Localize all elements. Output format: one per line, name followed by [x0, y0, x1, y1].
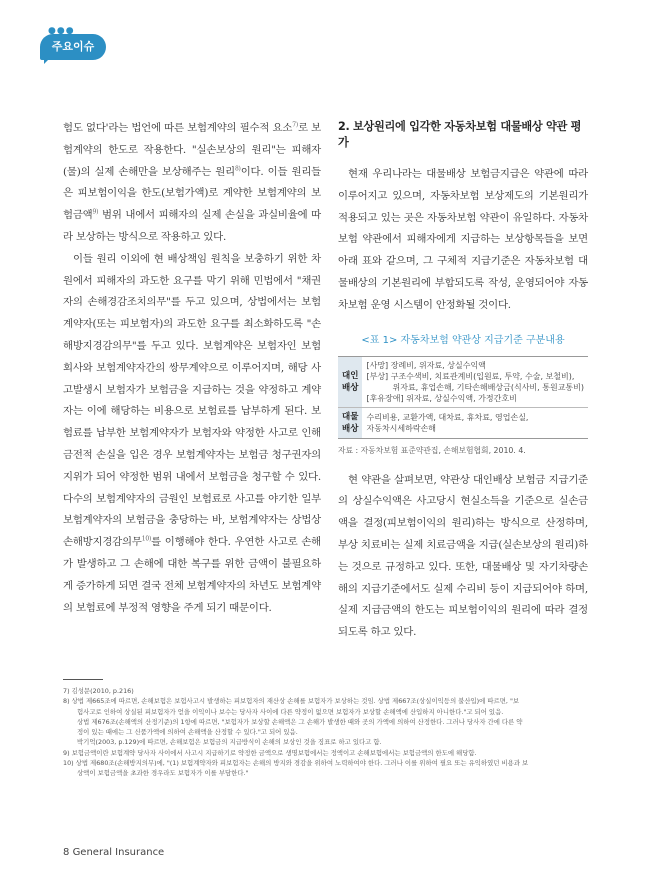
section-title: 2. 보상원리에 입각한 자동차보험 대물배상 약관 평가 [338, 120, 582, 149]
left-body [63, 118, 321, 619]
section-badge [40, 26, 106, 60]
footnote-ref-10: 10) [141, 535, 152, 543]
page-number: 8 [63, 847, 70, 858]
text-run: 범위 내에서 피해자의 실제 손실을 과실비율에 따라 보상하는 방식으로 작용하고 있다. [63, 209, 321, 243]
left-column [63, 118, 321, 619]
footnote-ref-8: 8) [234, 165, 241, 173]
table-items-property [362, 407, 588, 438]
table-category-bodily: 대인 배상 [338, 356, 362, 407]
table-title: <표 1> 자동차보험 약관상 지급기준 구분내용 [361, 334, 565, 346]
table-category-property: 대물 배상 [338, 407, 362, 438]
left-paragraph-1 [63, 118, 321, 249]
compensation-table [338, 356, 588, 439]
table-items-bodily [362, 356, 588, 407]
footnotes [63, 686, 588, 779]
text-run: 이들 원리 이외에 현 배상책임 원칙을 보충하기 위한 차원에서 피해자의 과도한 요구를 막기 위해 민법에서 "채권자의 손해경감조치의무"를 두고 있으며, 상법에서는 보험계약자(또는 피보험자)의 과도한 요구를 최소화하도록 "손해방지경감의무"를 두고 있다. 보험계약은 보험자인 보험회사와 보험계약자간의 쌍무계약으로 이루어지며, 해당 사고발생시 보험자가 보험금을 지급하는 것을 약정하고 계약자는 이에 해당하는 비용으로 보험료를 납부하게 된다. 보험료를 납부한 보험계약자가 보험자와 약정한 사고로 인해 금전적 손실을 입은 경우 보험계약자는 보험금 청구권자의 지위가 되어 약정한 범위 내에서 보험금을 청구할 수 있다. 다수의 보험계약자의 금원인 보험료로 사고를 야기한 일부 보험계약자의 보험금을 충당하는 바, 보험계약자는 상법상 손해방지경감의무 [63, 252, 321, 549]
page-footer [63, 847, 164, 858]
footnote: 상법 제676조(손해액의 산정기준)의 1항에 따르면, "보험자가 보상할 손해액은 그 손해가 발생한 때와 곳의 가액에 의하여 산정한다. 그러나 당사자 간에 다른 약 [77, 717, 523, 726]
badge-label: 주요이슈 [51, 40, 95, 53]
table-item: [후유장애] 위자료, 상실수익액, 가정간호비 [366, 393, 517, 403]
footnote: 9) 보험금액이란 보험계약 당사자 사이에서 사고시 지급하기로 약정한 금액으로 생명보험에서는 정액이고 손해보험에서는 보험금액의 한도에 해당함. [63, 748, 477, 757]
table-row [338, 356, 588, 407]
footnote: 정이 있는 때에는 그 신품가액에 의하여 손해액을 산정할 수 있다."고 되어 있음. [77, 728, 298, 737]
footnote: 7) 김성문(2010, p.216) [63, 687, 134, 695]
journal-name: General Insurance [72, 847, 165, 858]
table-row [338, 407, 588, 438]
footnote: 10) 상법 제680조(손해방지의무)에, "(1) 보험계약자와 피보험자는 손해의 방지와 경감을 위하여 노력하여야 한다. 그러나 이를 위하여 필요 또는 유익하였던 비용과 보 [63, 759, 529, 768]
right-body-2 [338, 470, 588, 644]
table-source: 자료 : 자동차보험 표준약관집, 손해보험협회, 2010. 4. [338, 445, 526, 455]
footnote: 박기억(2003, p.129)에 따르면, 손해보험은 보험금의 지급방식이 손해의 보상인 것을 징표로 하고 있다고 함. [77, 738, 382, 747]
right-column [338, 118, 588, 644]
table-item: 수리비용, 교환가액, 대차료, 휴차료, 영업손실, [366, 412, 529, 422]
footnote-divider [63, 679, 103, 680]
footnote-ref-9: 9) [92, 208, 99, 216]
table-item: 위자료, 휴업손해, 기타손해배상금(식사비, 통원교통비) [392, 382, 584, 392]
footnote-ref-7: 7) [292, 121, 298, 129]
footnote: 8) 상법 제665조에 따르면, 손해보험은 보험사고시 발생하는 피보험자의 재산상 손해를 보험자가 보상하는 것임. 상법 제667조(상실이익등의 불산입)에 따르면, "보 [63, 697, 520, 706]
badge-tail-icon [44, 58, 50, 64]
table-item: [사망] 장례비, 위자료, 상실수익액 [366, 360, 486, 370]
text-run: 험도 없다'라는 법언에 따른 보험계약의 필수적 요소 [63, 122, 293, 134]
text-run: 이다. 이들 원리들은 피보험이익을 한도(보험가액)로 계약한 보험계약의 보험금액 [63, 165, 321, 222]
text-run: 를 이행해야 한다. 우연한 사고로 손해가 발생하고 그 손해에 대한 복구를 위한 금액이 불필요하게 증가하게 되면 결국 전체 보험계약자의 차년도 보험계약의 보험료에 부정적 영향을 주게 되기 때문이다. [63, 536, 321, 614]
right-paragraph-2: 현 약관을 살펴보면, 약관상 대인배상 보험금 지급기준의 상실수익액은 사고당시 현실소득을 기준으로 실손금액을 결정(피보험이익의 원리)하는 방식으로 산정하며, 부상 치료비는 실제 치료금액을 지급(실손보상의 원리)하는 것으로 규정하고 있다. 또한, 대물배상 및 자기차량손해의 지급기준에서도 실제 수리비 등이 지급되어야 하며, 실제 지급금액의 한도는 피보험이익의 원리에 따라 결정되도록 하고 있다. [338, 473, 588, 639]
footnote: 상액이 보험금액을 초과한 경우라도 보험자가 이를 부담한다." [77, 769, 249, 778]
table-item: [부상] 구조수색비, 치료관계비(입원료, 투약, 수술, 보철비), [366, 371, 575, 381]
table-item: 자동차시세하락손해 [366, 423, 437, 433]
left-paragraph-2 [63, 249, 321, 620]
right-body-1 [338, 164, 588, 317]
text-run: 로 보험계약의 한도로 작용한다. "실손보상의 원리"는 피해자(물)의 실제 손해만을 보상해주는 원리 [63, 122, 322, 178]
badge-dots-icon: ●●● [48, 26, 75, 36]
right-paragraph-1: 현재 우리나라는 대물배상 보험금지급은 약관에 따라 이루어지고 있으며, 자동차보험 보상제도의 기본원리가 적용되고 있는 곳은 자동차보험 약관이 유일하다. 자동차보험 약관에서 피해자에게 지급하는 보상항목들을 보면 아래 표와 같으며, 그 구체적 지급기준은 자동차보험 대물배상의 기본원리에 부합되도록 작성, 운영되어야 자동차보험 운영 시스템이 안정화될 것이다. [338, 168, 588, 311]
footnote: 험사고로 인하여 상실된 피보험자가 얻을 이익이나 보수는 당사자 사이에 다른 약정이 없으면 보험자가 보상할 손해액에 산입하지 아니한다."고 되어 있음. [77, 707, 504, 716]
